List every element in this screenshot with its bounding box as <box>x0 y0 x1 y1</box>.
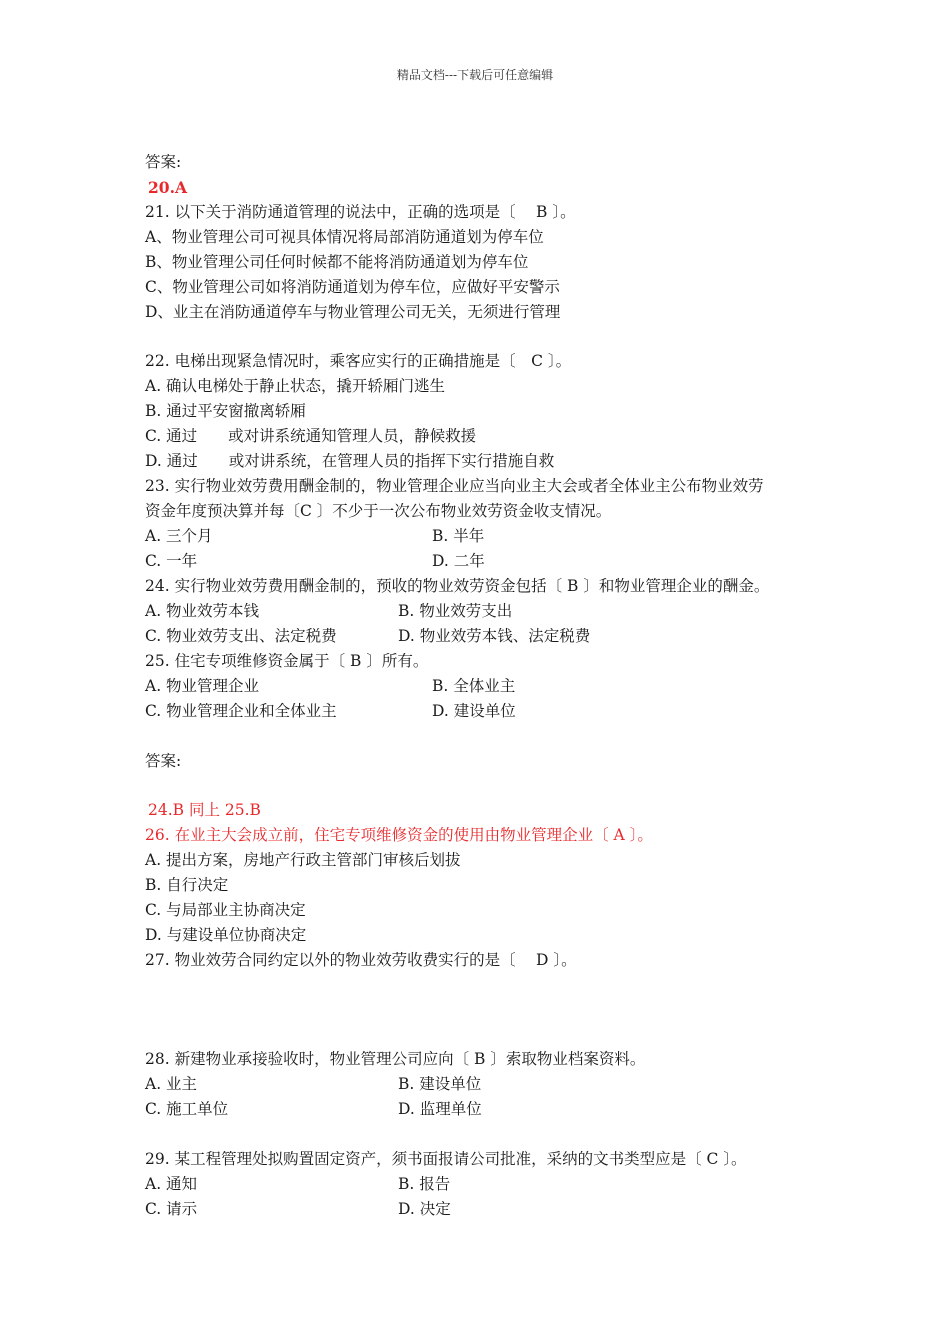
q25-stem: 25. 住宅专项维修资金属于〔 B 〕所有。 <box>145 652 429 670</box>
q23-option-a: A. 三个月 <box>145 527 213 545</box>
q22-option-c: C. 通过 或对讲系统通知管理人员，静候救援 <box>145 427 477 445</box>
q23-option-b: B. 半年 <box>432 527 485 545</box>
q24-options-row2 <box>145 624 745 649</box>
q22-stem: 22. 电梯出现紧急情况时，乘客应实行的正确措施是〔 C 〕。 <box>145 352 572 370</box>
q21-option-a: A、物业管理公司可视具体情况将局部消防通道划为停车位 <box>145 228 544 246</box>
q21-option-c: C、物业管理公司如将消防通道划为停车位，应做好平安警示 <box>145 278 560 296</box>
q29-stem: 29. 某工程管理处拟购置固定资产，须书面报请公司批准，采纳的文书类型应是〔 C 〕。 <box>145 1150 747 1168</box>
page-header: 精品文档---下载后可任意编辑 <box>396 68 554 82</box>
q21-option-b: B、物业管理公司任何时候都不能将消防通道划为停车位 <box>145 253 529 271</box>
q28-options-row1 <box>145 1072 745 1097</box>
q24-options-row1 <box>145 599 745 624</box>
q24-stem: 24. 实行物业效劳费用酬金制的，预收的物业效劳资金包括〔 B 〕和物业管理企业的酬金。 <box>145 577 770 595</box>
q22-option-d: D. 通过 或对讲系统，在管理人员的指挥下实行措施自救 <box>145 452 555 470</box>
q25-option-b: B. 全体业主 <box>432 677 516 695</box>
q29-options-row1 <box>145 1172 745 1197</box>
q28-stem: 28. 新建物业承接验收时，物业管理公司应向〔 B 〕索取物业档案资料。 <box>145 1050 646 1068</box>
q23-option-d: D. 二年 <box>432 552 485 570</box>
q24-option-c: C. 物业效劳支出、法定税费 <box>145 627 337 645</box>
q28-option-c: C. 施工单位 <box>145 1100 229 1118</box>
q22-option-a: A. 确认电梯处于静止状态，撬开轿厢门逃生 <box>145 377 446 395</box>
q28-option-d: D. 监理单位 <box>398 1100 482 1118</box>
q26-option-d: D. 与建设单位协商决定 <box>145 926 307 944</box>
answer-20: 20.A <box>148 178 187 197</box>
q23-stem-line2: 资金年度预决算并每〔C 〕不少于一次公布物业效劳资金收支情况。 <box>145 502 612 520</box>
q25-options-row2 <box>145 699 745 724</box>
q25-options-row1 <box>145 674 745 699</box>
q24-option-d: D. 物业效劳本钱、法定税费 <box>398 627 591 645</box>
answer-24-25: 24.B 同上 25.B <box>148 801 261 819</box>
q29-option-b: B. 报告 <box>398 1175 451 1193</box>
q24-option-b: B. 物业效劳支出 <box>398 602 513 620</box>
q26-stem: 26. 在业主大会成立前，住宅专项维修资金的使用由物业管理企业〔 A 〕。 <box>145 826 653 844</box>
q23-stem-line1: 23. 实行物业效劳费用酬金制的，物业管理企业应当向业主大会或者全体业主公布物业效劳 <box>145 477 764 495</box>
q28-options-row2 <box>145 1097 745 1122</box>
q28-option-a: A. 业主 <box>145 1075 198 1093</box>
q22-option-b: B. 通过平安窗撤离轿厢 <box>145 402 306 420</box>
answers-label-2: 答案: <box>145 752 182 770</box>
q29-option-d: D. 决定 <box>398 1200 451 1218</box>
q25-option-a: A. 物业管理企业 <box>145 677 260 695</box>
q27-stem: 27. 物业效劳合同约定以外的物业效劳收费实行的是〔 D 〕。 <box>145 951 577 969</box>
q28-option-b: B. 建设单位 <box>398 1075 482 1093</box>
q21-option-d: D、业主在消防通道停车与物业管理公司无关，无须进行管理 <box>145 303 561 321</box>
q24-option-a: A. 物业效劳本钱 <box>145 602 260 620</box>
q26-option-b: B. 自行决定 <box>145 876 229 894</box>
q26-option-a: A. 提出方案，房地产行政主管部门审核后划拔 <box>145 851 461 869</box>
q26-option-c: C. 与局部业主协商决定 <box>145 901 306 919</box>
q25-option-d: D. 建设单位 <box>432 702 516 720</box>
q29-option-c: C. 请示 <box>145 1200 198 1218</box>
q23-options-row1 <box>145 524 745 549</box>
q21-stem: 21. 以下关于消防通道管理的说法中，正确的选项是〔 B 〕。 <box>145 203 576 221</box>
q29-option-a: A. 通知 <box>145 1175 198 1193</box>
q23-option-c: C. 一年 <box>145 552 198 570</box>
q25-option-c: C. 物业管理企业和全体业主 <box>145 702 337 720</box>
q23-options-row2 <box>145 549 745 574</box>
answers-label: 答案: <box>145 153 182 171</box>
q29-options-row2 <box>145 1197 745 1222</box>
